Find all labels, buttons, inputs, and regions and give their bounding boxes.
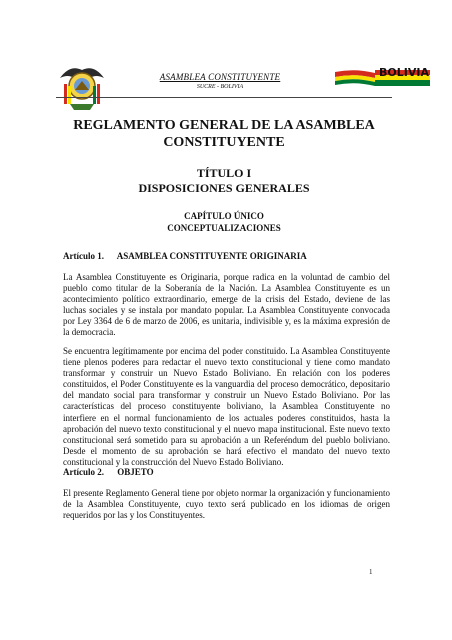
titulo-number: TÍTULO I — [196, 166, 252, 180]
coat-of-arms-icon — [56, 60, 108, 112]
article-1-number: Artículo 1. — [63, 251, 104, 261]
article-1-heading — [63, 250, 307, 262]
article-2-heading — [63, 466, 154, 478]
capitulo-number: CAPÍTULO ÚNICO — [184, 211, 264, 221]
article-1-paragraph-1: La Asamblea Constituyente es Originaria, porque radica en la voluntad de cambio del pueblo como titular de la Soberanía de la Nación. La Asamblea Constituyente es un acontecimiento político extraordinario, emerge de la crisis del Estado, deviene de las luchas sociales y se instala por mandato popular. La Asamblea Constituyente convocada por Ley 3364 de 6 de marzo de 2006, es unitaria, indivisible y, es la máxima expresión de la democracia. — [63, 272, 390, 338]
document-title: REGLAMENTO GENERAL DE LA ASAMBLEA CONSTITUYENTE — [73, 118, 375, 150]
page-number: 1 — [369, 568, 373, 576]
header-divider — [56, 97, 392, 98]
capitulo-name: CONCEPTUALIZACIONES — [167, 223, 281, 233]
article-1-title: ASAMBLEA CONSTITUYENTE ORIGINARIA — [116, 251, 307, 261]
title-section — [56, 166, 392, 196]
article-2-title: OBJETO — [117, 467, 154, 477]
chapter-section — [56, 210, 392, 234]
article-2-number: Artículo 2. — [63, 467, 104, 477]
bolivia-flag-label: BOLIVIA — [379, 66, 429, 79]
header-subtitle: SUCRE - BOLIVIA — [196, 84, 244, 90]
header-title: ASAMBLEA CONSTITUYENTE — [159, 72, 281, 82]
article-1-paragraph-2: Se encuentra legítimamente por encima del poder constituido. La Asamblea Constituyente tiene plenos poderes para redactar el nuevo texto constitucional y tiene como mandato transformar y construir un Nuevo Estado Boliviano. En relación con los poderes constituidos, el Poder Constituyente es la vanguardia del proceso democrático, depositario del mandato social para transformar y construir un Nuevo Estado Boliviano. Por las características del proceso constituyente boliviano, la Asamblea Constituyente no interfiere en el normal funcionamiento de los actuales poderes constituidos, hasta la aprobación del nuevo texto constitucional y el nuevo mapa institucional. Este nuevo texto constitucional será sometido para su aprobación a un Referéndum del pueblo boliviano. Desde el momento de su aprobación se hará efectivo el mandato del nuevo texto constitucional y la construcción del Nuevo Estado Boliviano. — [63, 346, 390, 467]
article-2-paragraph-1: El presente Reglamento General tiene por objeto normar la organización y funcionamiento de la Asamblea Constituyente, cuyo texto será publicado en los idiomas de origen requeridos por las y los Constituyentes. — [63, 488, 390, 521]
titulo-name: DISPOSICIONES GENERALES — [138, 181, 310, 195]
page-header — [0, 52, 452, 108]
